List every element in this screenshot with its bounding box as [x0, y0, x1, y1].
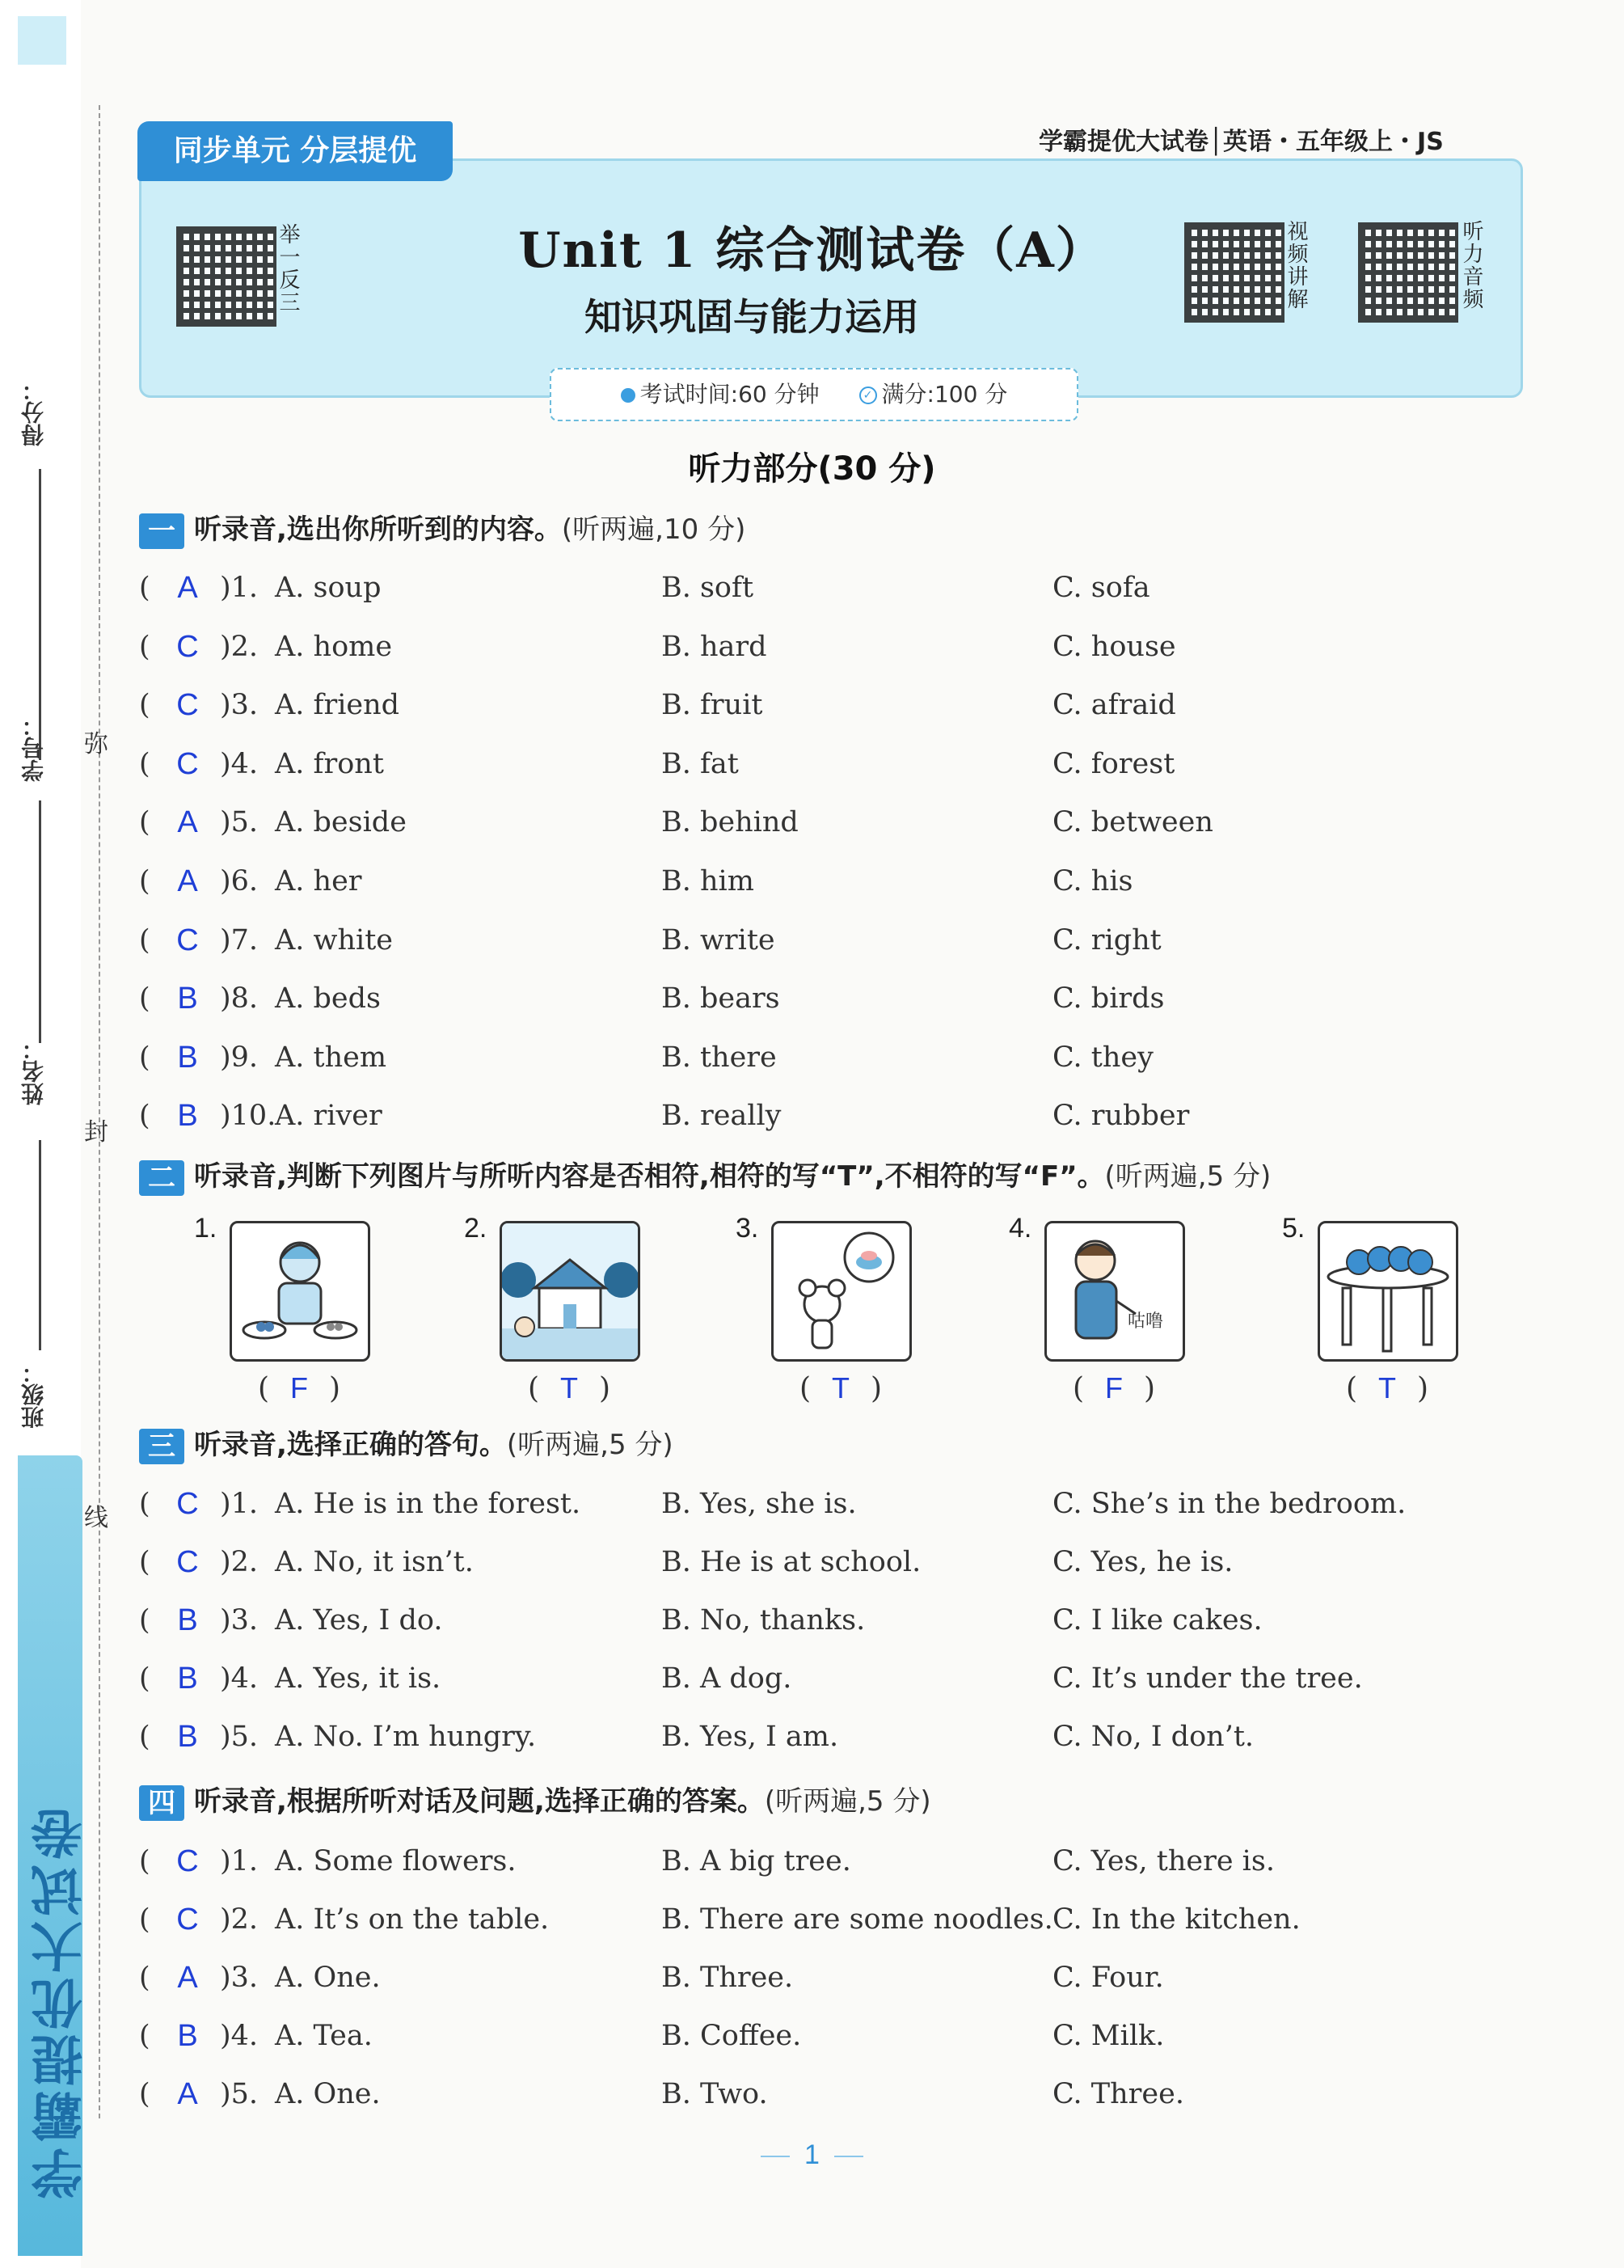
picture-item-1	[194, 1213, 388, 1407]
option-c: C. house	[1052, 630, 1176, 663]
option-a: A. front	[275, 747, 384, 780]
series-tag: 同步单元 分层提优	[137, 121, 453, 181]
answer-letter: C	[176, 746, 199, 781]
option-b: B. him	[661, 865, 754, 897]
option-b: B. Three.	[661, 1962, 794, 1994]
picture-answer: ( T )	[1345, 1371, 1429, 1405]
section-title: 听录音,根据所听对话及问题,选择正确的答案。	[194, 1785, 765, 1818]
section-1-heading	[139, 509, 745, 550]
question-number: )5.	[220, 1721, 259, 1753]
section-2-heading	[139, 1156, 1271, 1197]
question-number: )2.	[220, 630, 259, 663]
answer-bracket: (	[139, 1845, 150, 1877]
page-number: 1	[0, 2139, 1624, 2171]
option-a: A. It’s on the table.	[275, 1903, 550, 1936]
section-4-heading	[139, 1781, 931, 1822]
section-number: 二	[139, 1160, 184, 1196]
question-row	[139, 681, 1513, 729]
question-row	[139, 857, 1513, 906]
option-c: C. Milk.	[1052, 2020, 1165, 2052]
question-row	[139, 623, 1513, 671]
option-b: B. fat	[661, 747, 739, 780]
page-subtitle: 知识巩固与能力运用	[584, 295, 919, 339]
question-number: )3.	[220, 1604, 259, 1637]
answer-bracket: (	[139, 923, 150, 957]
question-number: )2.	[220, 1903, 259, 1936]
option-a: A. No, it isn’t.	[275, 1546, 474, 1578]
picture-answer: ( F )	[257, 1371, 341, 1405]
option-b: B. A dog.	[661, 1662, 792, 1695]
picture-number: 4.	[1009, 1213, 1032, 1244]
option-a: A. white	[275, 923, 393, 957]
answer-bracket: (	[139, 865, 150, 897]
question-number: )2.	[220, 1546, 259, 1578]
picture-answer: ( F )	[1072, 1371, 1156, 1405]
answer-letter: C	[176, 1545, 199, 1579]
question-number: )3.	[220, 689, 259, 722]
question-row	[139, 1596, 1513, 1645]
answer-bracket: (	[139, 806, 150, 839]
option-b: B. write	[661, 923, 775, 957]
section-number: 一	[139, 513, 184, 549]
mouse-cake-icon	[771, 1221, 912, 1362]
picture-answer: ( T )	[799, 1371, 883, 1405]
option-c: C. forest	[1052, 747, 1175, 780]
picture-item-3	[736, 1213, 930, 1407]
answer-letter: C	[176, 629, 199, 664]
option-a: A. river	[275, 1100, 382, 1133]
answer-bracket: (	[139, 1100, 150, 1133]
class-label: 班级：	[20, 1361, 47, 1429]
option-b: B. Two.	[661, 2078, 768, 2110]
question-number: )10.	[220, 1100, 276, 1133]
answer-letter: C	[176, 1903, 199, 1936]
question-number: )7.	[220, 923, 259, 957]
question-number: )3.	[220, 1962, 259, 1994]
option-c: C. In the kitchen.	[1052, 1903, 1301, 1936]
question-number: )4.	[220, 2020, 259, 2052]
left-brand-text: 学霸提优大试卷	[32, 1803, 91, 2199]
qr-label-audio: 听力音频	[1459, 220, 1483, 310]
picture-item-5	[1282, 1213, 1476, 1407]
question-row	[139, 798, 1513, 847]
section-title: 听录音,选择正确的答句。	[194, 1429, 507, 1461]
option-b: B. hard	[661, 630, 767, 663]
picture-item-2	[464, 1213, 658, 1407]
option-c: C. No, I don’t.	[1052, 1721, 1255, 1753]
question-row	[139, 2012, 1513, 2060]
exam-time: 考试时间:60 分钟	[621, 381, 820, 408]
answer-letter: B	[177, 1720, 198, 1754]
question-row	[139, 1033, 1513, 1082]
section-note: (听两遍,5 分)	[506, 1429, 673, 1461]
question-number: )9.	[220, 1041, 259, 1074]
qr-label-practice: 举一反三	[276, 223, 300, 314]
option-a: A. beside	[275, 806, 407, 839]
student-id-line	[39, 800, 41, 1043]
question-row	[139, 1837, 1513, 1886]
option-a: A. One.	[275, 1962, 381, 1994]
question-row	[139, 1538, 1513, 1586]
answer-bracket: (	[139, 689, 150, 722]
question-row	[139, 1654, 1513, 1703]
question-row	[139, 2070, 1513, 2118]
section-title: 听录音,选出你所听到的内容。	[194, 513, 562, 546]
section-3-heading	[139, 1425, 673, 1465]
answer-bracket: (	[139, 1488, 150, 1520]
option-b: B. Yes, she is.	[661, 1488, 857, 1520]
option-a: A. One.	[275, 2078, 381, 2110]
answer-bracket: (	[139, 1962, 150, 1994]
answer-bracket: (	[139, 1662, 150, 1695]
picture-number: 1.	[194, 1213, 217, 1244]
full-score: ✓ 满分:100 分	[859, 381, 1008, 408]
qr-label-video: 视频讲解	[1284, 220, 1308, 310]
option-b: B. Yes, I am.	[661, 1721, 839, 1753]
option-c: C. I like cakes.	[1052, 1604, 1263, 1637]
picture-item-4	[1009, 1213, 1203, 1407]
picture-number: 2.	[464, 1213, 487, 1244]
hungry-boy-icon	[1044, 1221, 1185, 1362]
question-number: )4.	[220, 747, 259, 780]
option-c: C. right	[1052, 923, 1162, 957]
cut-char-feng: 封	[84, 1118, 108, 1147]
score-label: 得分：	[20, 378, 47, 446]
option-b: B. behind	[661, 806, 799, 839]
option-a: A. Some flowers.	[275, 1845, 517, 1877]
option-b: B. soft	[661, 572, 754, 604]
answer-letter: B	[177, 2019, 198, 2053]
question-number: )1.	[220, 1845, 259, 1877]
question-number: )5.	[220, 2078, 259, 2110]
answer-bracket: (	[139, 1721, 150, 1753]
option-b: B. bears	[661, 982, 780, 1016]
exam-info-box	[550, 368, 1078, 421]
option-b: B. There are some noodles.	[661, 1903, 1053, 1936]
answer-bracket: (	[139, 1041, 150, 1074]
option-b: B. really	[661, 1100, 782, 1133]
picture-number: 5.	[1282, 1213, 1306, 1244]
question-number: )5.	[220, 806, 259, 839]
option-a: A. No. I’m hungry.	[275, 1721, 537, 1753]
option-a: A. He is in the forest.	[275, 1488, 581, 1520]
answer-letter: A	[177, 571, 198, 605]
option-b: B. there	[661, 1041, 777, 1074]
answer-bracket: (	[139, 1903, 150, 1936]
girl-eating-icon	[230, 1221, 370, 1362]
option-c: C. She’s in the bedroom.	[1052, 1488, 1407, 1520]
option-c: C. between	[1052, 806, 1213, 839]
option-a: A. Yes, it is.	[275, 1662, 441, 1695]
answer-letter: B	[177, 1662, 198, 1696]
option-c: C. his	[1052, 865, 1133, 897]
cut-char-xian: 线	[84, 1504, 108, 1532]
question-row	[139, 974, 1513, 1023]
picture-number: 3.	[736, 1213, 759, 1244]
question-row	[139, 740, 1513, 788]
question-row	[139, 1953, 1513, 2002]
student-id-label: 学号：	[20, 714, 47, 782]
question-number: )4.	[220, 1662, 259, 1695]
answer-letter: B	[177, 1603, 198, 1637]
question-row	[139, 1092, 1513, 1140]
option-a: A. Tea.	[275, 2020, 373, 2052]
option-a: A. home	[275, 630, 393, 663]
answer-bracket: (	[139, 982, 150, 1016]
option-b: B. fruit	[661, 689, 763, 722]
answer-letter: A	[177, 864, 198, 898]
question-row	[139, 1895, 1513, 1944]
option-c: C. rubber	[1052, 1100, 1190, 1133]
answer-letter: C	[176, 923, 199, 957]
section-note: (听两遍,5 分)	[764, 1785, 931, 1818]
question-number: )1.	[220, 572, 259, 604]
answer-letter: C	[176, 1844, 199, 1878]
option-a: A. soup	[275, 572, 382, 604]
section-title: 听录音,判断下列图片与所听内容是否相符,相符的写“T”,不相符的写“F”。	[194, 1160, 1105, 1193]
answer-letter: C	[176, 688, 199, 723]
option-c: C. birds	[1052, 982, 1165, 1016]
option-c: C. Four.	[1052, 1962, 1164, 1994]
answer-bracket: (	[139, 1546, 150, 1578]
answer-bracket: (	[139, 1604, 150, 1637]
name-label: 姓名：	[20, 1037, 47, 1105]
question-number: )6.	[220, 865, 259, 897]
house-forest-icon	[500, 1221, 640, 1362]
name-line	[39, 1140, 41, 1350]
sound-caption: 咕噜	[1128, 1311, 1164, 1332]
page-title: Unit 1 综合测试卷（A）	[518, 222, 1106, 279]
answer-letter: A	[177, 2077, 198, 2111]
option-b: B. He is at school.	[661, 1546, 922, 1578]
cut-char-mi: 弥	[84, 730, 108, 758]
option-a: A. them	[275, 1041, 387, 1074]
question-row	[139, 1480, 1513, 1528]
option-c: C. Yes, he is.	[1052, 1546, 1234, 1578]
option-c: C. afraid	[1052, 689, 1176, 722]
option-c: C. It’s under the tree.	[1052, 1662, 1363, 1695]
picture-answer: ( T )	[527, 1371, 611, 1405]
option-a: A. beds	[275, 982, 382, 1016]
fruit-table-icon	[1318, 1221, 1458, 1362]
option-a: A. friend	[275, 689, 400, 722]
answer-letter: B	[177, 1099, 198, 1134]
answer-letter: B	[177, 982, 198, 1016]
question-number: )8.	[220, 982, 259, 1016]
section-number: 四	[139, 1785, 184, 1821]
option-a: A. her	[275, 865, 362, 897]
answer-bracket: (	[139, 2078, 150, 2110]
series-title: 学霸提优大试卷│英语・五年级上・JS	[1039, 128, 1444, 156]
answer-bracket: (	[139, 2020, 150, 2052]
answer-bracket: (	[139, 630, 150, 663]
answer-letter: A	[177, 805, 198, 840]
left-top-band	[18, 16, 66, 65]
section-note: (听两遍,5 分)	[1104, 1160, 1272, 1193]
section-number: 三	[139, 1429, 184, 1464]
option-b: B. No, thanks.	[661, 1604, 866, 1637]
part-title: 听力部分(30 分)	[688, 450, 936, 488]
option-b: B. Coffee.	[661, 2020, 802, 2052]
clock-icon	[621, 388, 635, 403]
option-c: C. sofa	[1052, 572, 1150, 604]
section-note: (听两遍,10 分)	[561, 513, 746, 546]
option-c: C. they	[1052, 1041, 1154, 1074]
answer-bracket: (	[139, 747, 150, 780]
question-row	[139, 564, 1513, 612]
answer-letter: B	[177, 1040, 198, 1075]
question-row	[139, 916, 1513, 965]
answer-letter: C	[176, 1487, 199, 1521]
option-a: A. Yes, I do.	[275, 1604, 443, 1637]
question-row	[139, 1713, 1513, 1761]
option-b: B. A big tree.	[661, 1845, 851, 1877]
answer-bracket: (	[139, 572, 150, 604]
answer-letter: A	[177, 1961, 198, 1995]
option-c: C. Three.	[1052, 2078, 1184, 2110]
check-icon: ✓	[859, 386, 877, 404]
question-number: )1.	[220, 1488, 259, 1520]
option-c: C. Yes, there is.	[1052, 1845, 1275, 1877]
